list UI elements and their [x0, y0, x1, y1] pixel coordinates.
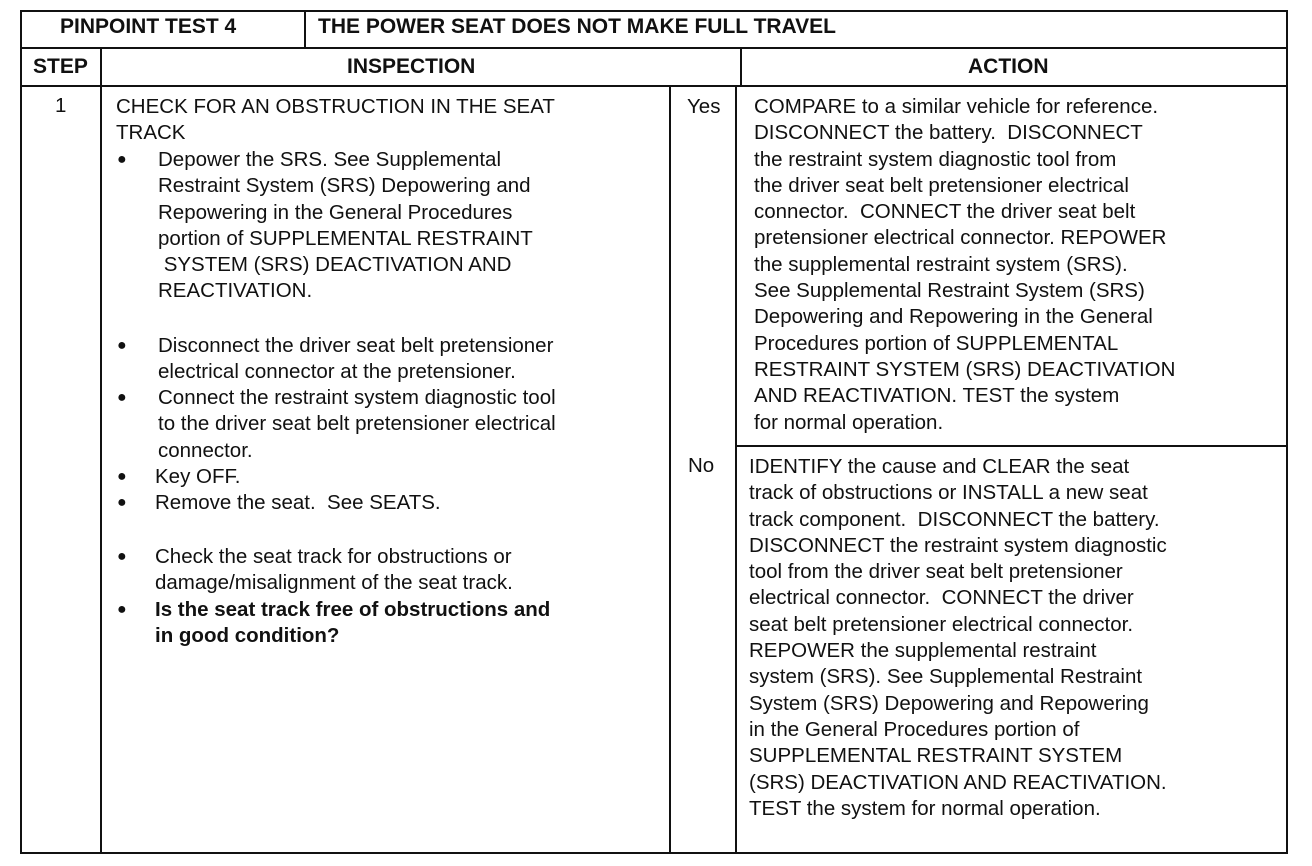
inspection-line: damage/misalignment of the seat track. — [155, 571, 513, 595]
action-line: RESTRAINT SYSTEM (SRS) DEACTIVATION — [754, 357, 1176, 381]
inspection-action-divider — [740, 47, 742, 87]
table-border-right — [1286, 10, 1288, 854]
yes-no-divider — [735, 445, 1288, 447]
step-title — [116, 94, 555, 147]
no-label: No — [688, 454, 715, 477]
bullet-icon: ● — [117, 151, 127, 168]
bullet-icon: ● — [117, 468, 127, 485]
action-line: DISCONNECT the battery. DISCONNECT — [754, 121, 1143, 145]
table-border-left — [20, 10, 22, 854]
table-border-top — [20, 10, 1288, 12]
header-split — [304, 10, 306, 48]
inspection-item-depower — [158, 147, 533, 305]
column-header-divider — [20, 85, 1288, 87]
test-title: THE POWER SEAT DOES NOT MAKE FULL TRAVEL — [318, 15, 837, 38]
result-label-divider — [735, 85, 737, 854]
inspection-line: Disconnect the driver seat belt pretensioner — [158, 334, 554, 357]
inspection-line: Check the seat track for obstructions or — [155, 545, 512, 568]
action-line: the driver seat belt pretensioner electrical — [754, 173, 1129, 197]
action-line: connector. CONNECT the driver seat belt — [754, 200, 1136, 224]
action-line: pretensioner electrical connector. REPOWER — [754, 226, 1167, 250]
yes-label: Yes — [687, 95, 721, 118]
action-line: DISCONNECT the restraint system diagnostic — [749, 533, 1167, 557]
action-line: SUPPLEMENTAL RESTRAINT SYSTEM — [749, 744, 1123, 768]
inspection-line: Remove the seat. See SEATS. — [155, 491, 441, 514]
bullet-icon: ● — [117, 494, 127, 511]
inspection-line: Depower the SRS. See Supplemental — [158, 148, 502, 171]
inspection-item-connect-tool — [158, 385, 556, 464]
inspection-item-key-off — [155, 464, 240, 490]
action-line: IDENTIFY the cause and CLEAR the seat — [749, 455, 1130, 478]
action-line: tool from the driver seat belt pretensioner — [749, 560, 1123, 584]
column-header-inspection: INSPECTION — [347, 55, 476, 78]
step-title-line: TRACK — [116, 121, 186, 145]
inspection-item-check-track — [155, 544, 513, 597]
action-line: REPOWER the supplemental restraint — [749, 639, 1097, 663]
inspection-line: electrical connector at the pretensioner. — [158, 360, 516, 384]
inspection-item-remove-seat — [155, 490, 441, 516]
inspection-line: Restraint System (SRS) Depowering and — [158, 174, 531, 198]
inspection-line: Is the seat track free of obstructions and — [155, 598, 551, 621]
test-label: PINPOINT TEST 4 — [60, 15, 237, 38]
inspection-question — [155, 597, 550, 650]
action-line: TEST the system for normal operation. — [749, 796, 1101, 820]
bullet-icon: ● — [117, 337, 127, 354]
action-line: in the General Procedures portion of — [749, 717, 1080, 741]
action-line: electrical connector. CONNECT the driver — [749, 586, 1134, 610]
action-line: track component. DISCONNECT the battery. — [749, 507, 1160, 531]
inspection-line: Connect the restraint system diagnostic tool — [158, 386, 556, 409]
no-action — [749, 454, 1167, 822]
action-line: System (SRS) Depowering and Repowering — [749, 691, 1149, 715]
action-line: Depowering and Repowering in the General — [754, 305, 1153, 329]
yes-action — [754, 94, 1175, 436]
inspection-line: portion of SUPPLEMENTAL RESTRAINT — [158, 226, 533, 250]
action-line: (SRS) DEACTIVATION AND REACTIVATION. — [749, 770, 1167, 794]
bullet-icon: ● — [117, 601, 127, 618]
column-header-action: ACTION — [968, 55, 1049, 78]
action-line: Procedures portion of SUPPLEMENTAL — [754, 331, 1119, 355]
bullet-icon: ● — [117, 548, 127, 565]
action-line: the supplemental restraint system (SRS). — [754, 252, 1128, 276]
action-line: track of obstructions or INSTALL a new seat — [749, 481, 1148, 505]
inspection-line: connector. — [158, 438, 253, 462]
inspection-line: Key OFF. — [155, 465, 241, 488]
inspection-line: SYSTEM (SRS) DEACTIVATION AND — [158, 253, 512, 277]
action-line: system (SRS). See Supplemental Restraint — [749, 665, 1143, 689]
inspection-line: REACTIVATION. — [158, 279, 313, 303]
inspection-item-disconnect — [158, 333, 553, 386]
table-border-bottom — [20, 852, 1288, 854]
action-line: for normal operation. — [754, 410, 944, 434]
action-line: seat belt pretensioner electrical connector. — [749, 612, 1134, 636]
bullet-icon: ● — [117, 389, 127, 406]
action-line: See Supplemental Restraint System (SRS) — [754, 279, 1145, 303]
inspection-line: to the driver seat belt pretensioner electrical — [158, 412, 556, 436]
inspection-line: in good condition? — [155, 624, 340, 648]
action-line: the restraint system diagnostic tool from — [754, 147, 1117, 171]
step-column-divider — [100, 47, 102, 854]
step-title-line: CHECK FOR AN OBSTRUCTION IN THE SEAT — [116, 95, 555, 118]
action-line: COMPARE to a similar vehicle for reference. — [754, 95, 1159, 118]
header-divider — [20, 47, 1288, 49]
inspection-result-divider — [669, 85, 671, 854]
action-line: AND REACTIVATION. TEST the system — [754, 384, 1120, 408]
step-number: 1 — [55, 94, 67, 117]
inspection-line: Repowering in the General Procedures — [158, 200, 513, 224]
column-header-step: STEP — [33, 55, 88, 78]
